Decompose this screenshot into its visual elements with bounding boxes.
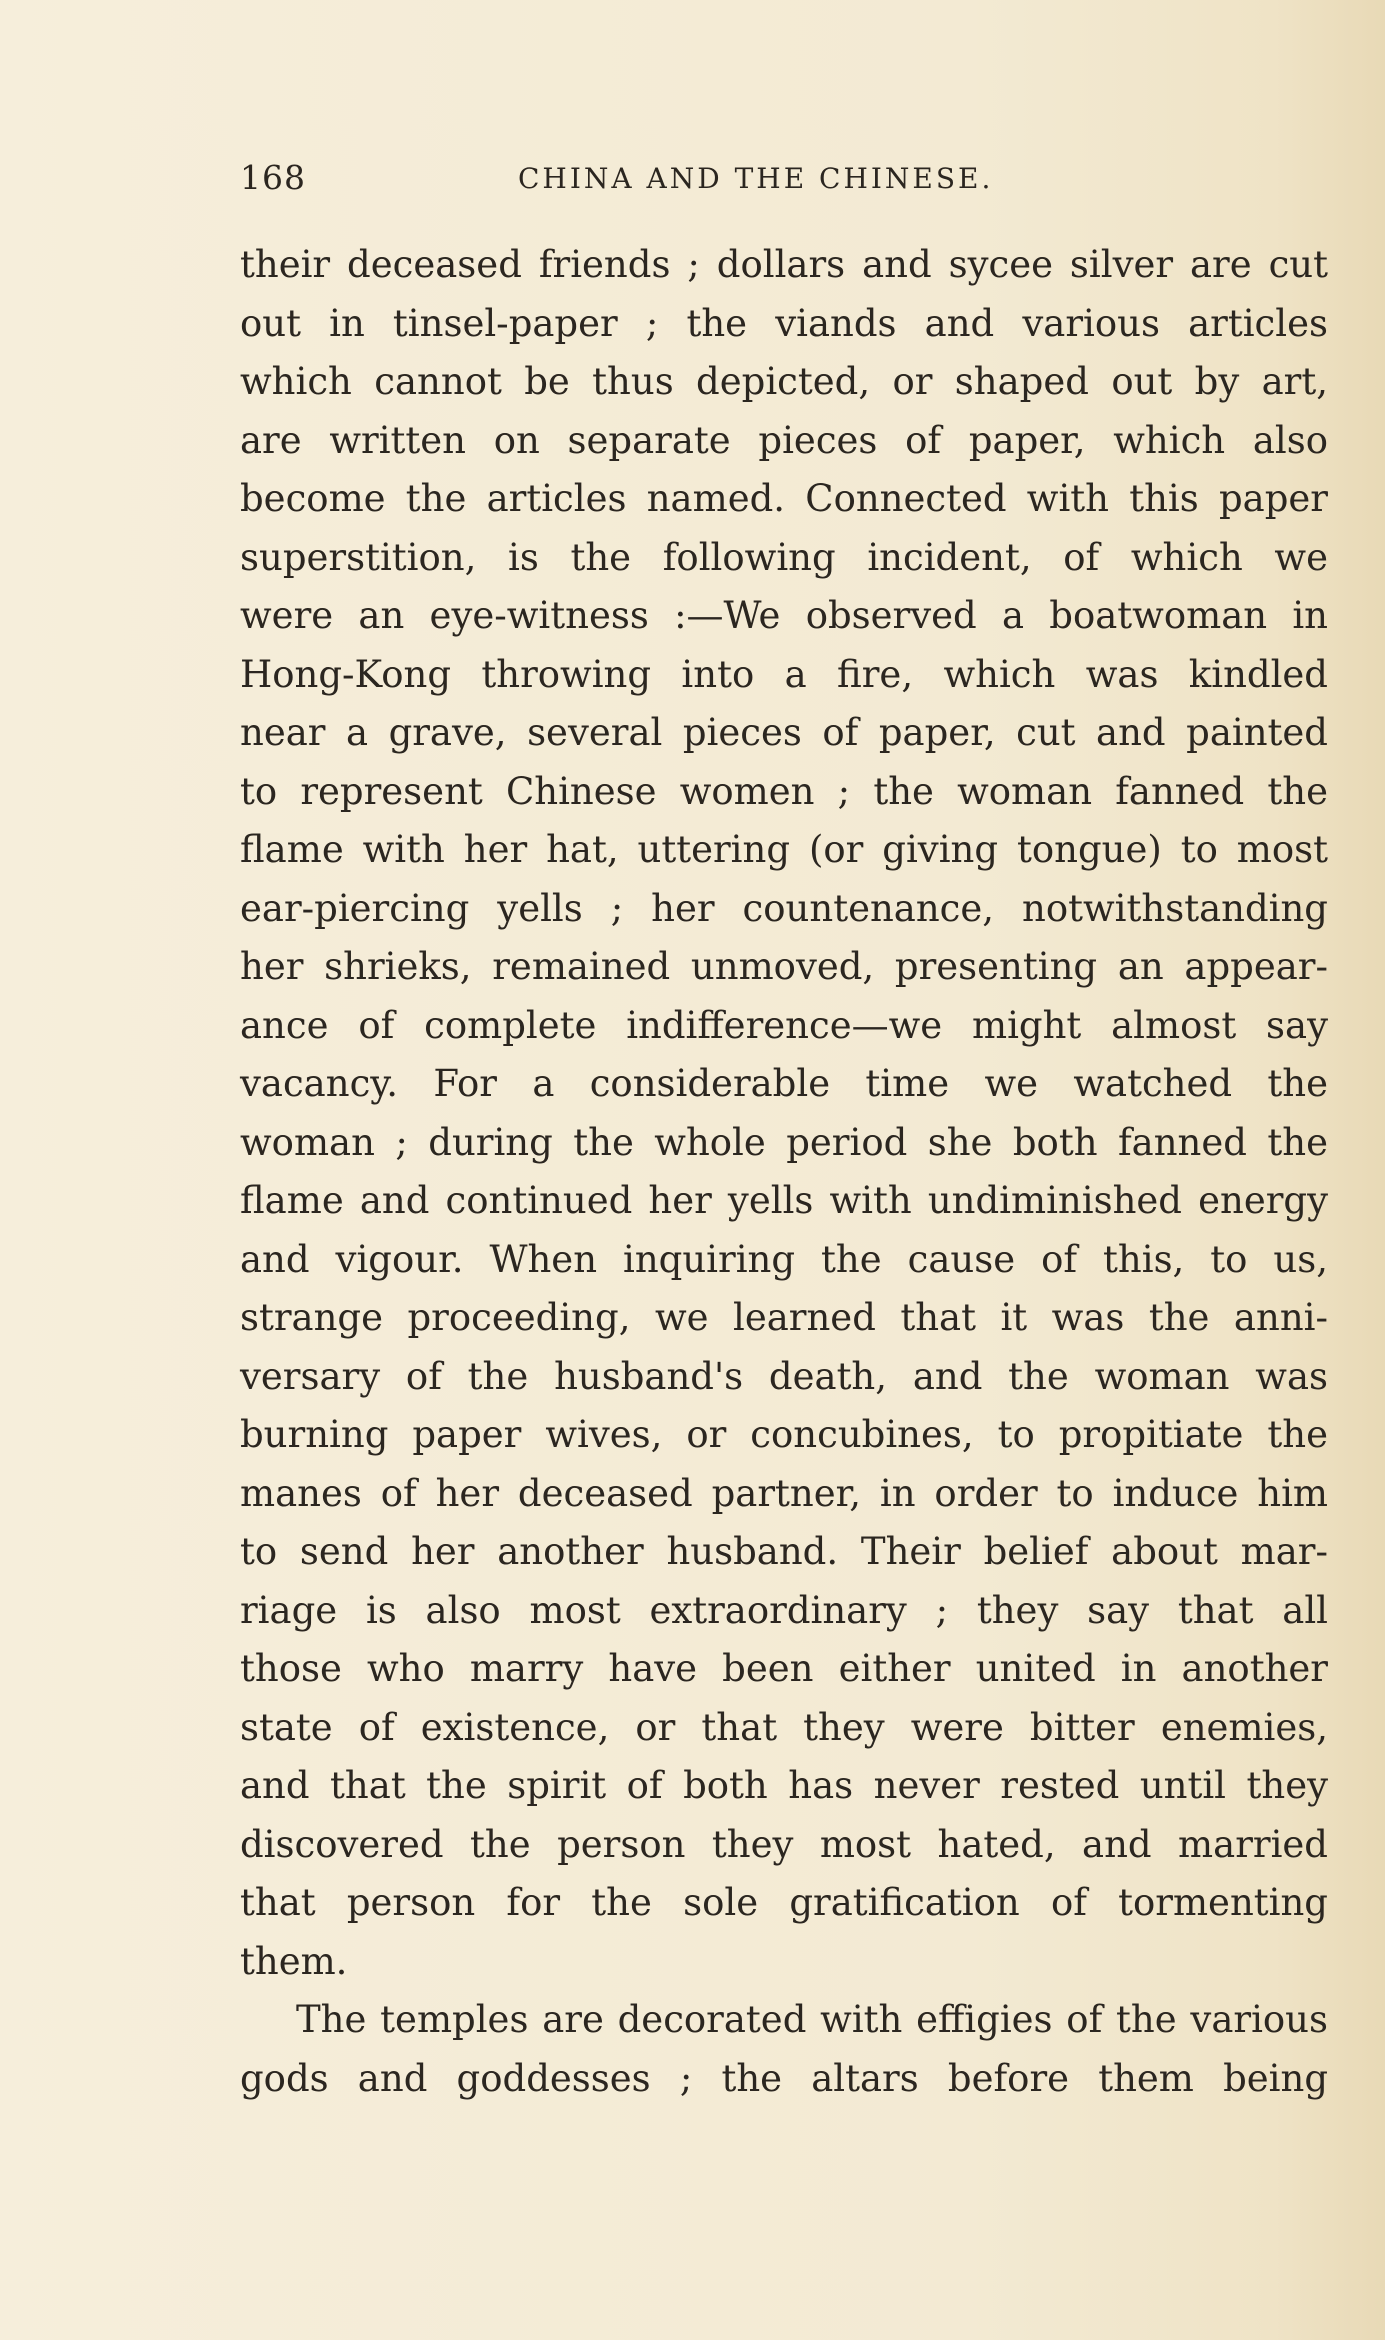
text-line: gods and goddesses ; the altars before them being xyxy=(240,2056,1328,2100)
text-line: burning paper wives, or concubines, to propitiate the xyxy=(240,1413,1328,1456)
text-line: those who marry have been either united in another xyxy=(240,1647,1328,1690)
text-line: her shrieks, remained unmoved, presenting an appear- xyxy=(240,945,1328,988)
text-line: are written on separate pieces of paper, which also xyxy=(240,418,1328,462)
text-line: flame and continued her yells with undiminished energy xyxy=(240,1179,1328,1222)
text-line: that person for the sole gratification of tormenting xyxy=(240,1881,1328,1924)
text-line: flame with her hat, uttering (or giving tongue) to most xyxy=(240,828,1328,871)
text-line: riage is also most extraordinary ; they say that all xyxy=(240,1588,1328,1632)
text-line: were an eye-witness :—We observed a boatwoman in xyxy=(240,594,1328,637)
text-line: to send her another husband. Their belief about mar- xyxy=(240,1530,1328,1573)
text-line: vacancy. For a considerable time we watched the xyxy=(240,1062,1328,1105)
text-line: superstition, is the following incident, of which we xyxy=(240,535,1328,579)
text-line: versary of the husband's death, and the woman was xyxy=(240,1354,1328,1398)
text-line: manes of her deceased partner, in order to induce him xyxy=(240,1471,1328,1515)
text-line: become the articles named. Connected with this paper xyxy=(240,477,1328,520)
text-line: them. xyxy=(240,1939,348,1983)
text-line: out in tinsel-paper ; the viands and various articles xyxy=(240,301,1328,345)
text-line: Hong-Kong throwing into a fire, which was kindled xyxy=(240,652,1328,696)
text-line: ance of complete indifference—we might almost say xyxy=(240,1003,1328,1047)
body-text xyxy=(240,236,1328,2108)
text-line: strange proceeding, we learned that it was the anni- xyxy=(240,1296,1328,1339)
text-line: woman ; during the whole period she both fanned the xyxy=(240,1120,1328,1164)
page-number: 168 xyxy=(240,158,306,197)
text-line: discovered the person they most hated, and married xyxy=(240,1822,1328,1866)
running-head: CHINA AND THE CHINESE. xyxy=(518,162,994,195)
text-line: and that the spirit of both has never rested until they xyxy=(240,1764,1328,1807)
text-line: which cannot be thus depicted, or shaped out by art, xyxy=(240,360,1328,403)
text-line: to represent Chinese women ; the woman fanned the xyxy=(240,769,1328,813)
text-line: state of existence, or that they were bitter enemies, xyxy=(240,1705,1328,1749)
text-line: their deceased friends ; dollars and sycee silver are cut xyxy=(240,243,1328,286)
page-header xyxy=(240,158,1080,208)
text-line: near a grave, several pieces of paper, cut and painted xyxy=(240,711,1328,754)
text-line: ear-piercing yells ; her countenance, notwithstanding xyxy=(240,886,1328,930)
text-line: The temples are decorated with effigies of the various xyxy=(296,1998,1328,2041)
text-line: and vigour. When inquiring the cause of this, to us, xyxy=(240,1237,1328,1281)
